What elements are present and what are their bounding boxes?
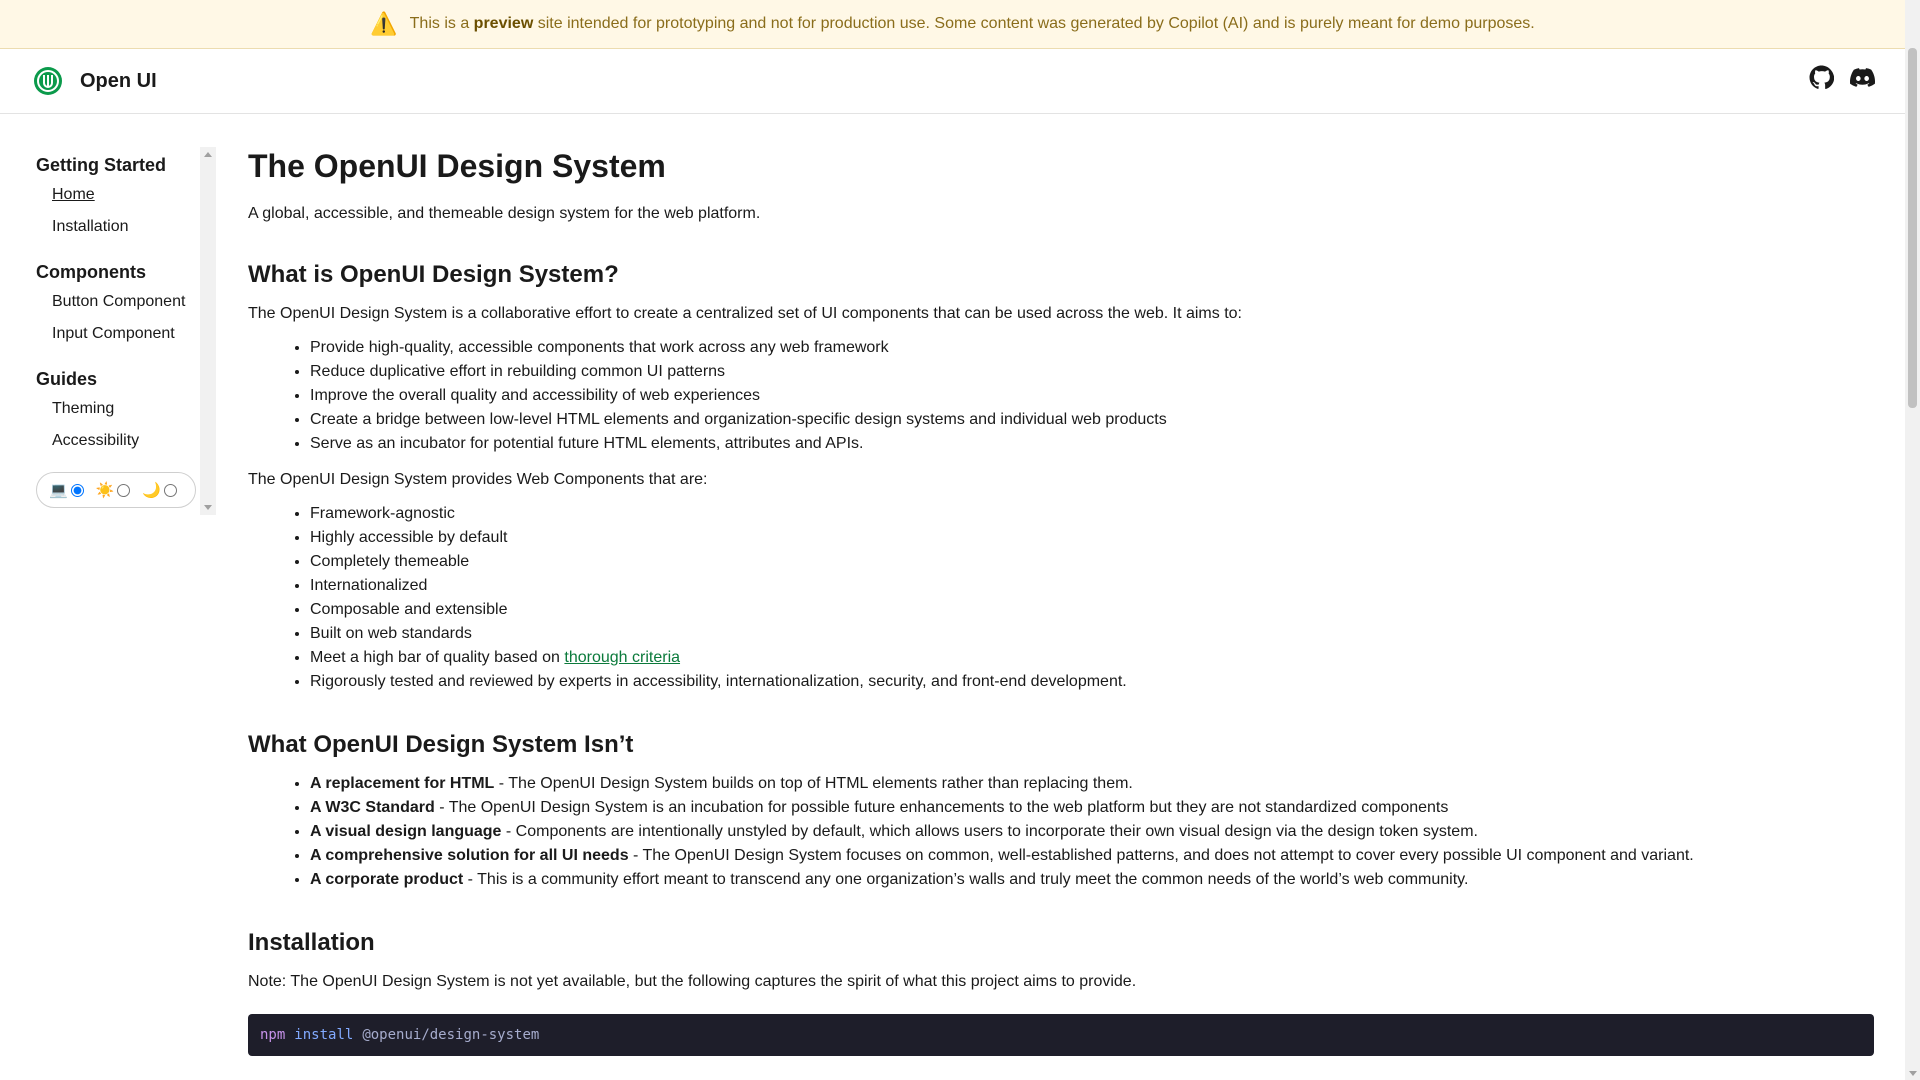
section-heading-isnt: What OpenUI Design System Isn’t xyxy=(248,731,634,758)
list-item: • Built on web standards xyxy=(310,622,1874,646)
code-subcommand: install xyxy=(294,1027,354,1043)
term-description: - The OpenUI Design System builds on top of HTML elements rather than replacing them. xyxy=(498,775,1133,792)
sun-icon: ☀️ xyxy=(95,482,115,499)
nav-group-guides xyxy=(24,365,200,457)
moon-icon: 🌙 xyxy=(142,482,162,499)
quality-prefix: Meet a high bar of quality based on xyxy=(310,649,560,666)
theme-option-light[interactable] xyxy=(96,481,131,499)
code-package: @openui/design-system xyxy=(362,1027,540,1043)
page-scrollbar[interactable] xyxy=(1905,0,1920,1080)
warning-icon: ⚠️ xyxy=(370,11,398,36)
nav-heading: Components xyxy=(36,262,146,282)
list-item: • Create a bridge between low-level HTML elements and organization-specific design systems and individual web products xyxy=(310,408,1874,432)
site-header xyxy=(0,49,1905,114)
isnt-list xyxy=(248,772,1874,892)
term: A W3C Standard xyxy=(310,799,435,816)
theme-system-radio[interactable] xyxy=(71,484,84,497)
list-item: • Serve as an incubator for potential future HTML elements, attributes and APIs. xyxy=(310,432,1874,456)
sidebar-item-accessibility[interactable]: Accessibility xyxy=(52,432,140,449)
provides-intro: The OpenUI Design System provides Web Components that are: xyxy=(248,471,708,488)
list-item: • Completely themeable xyxy=(310,550,1874,574)
laptop-icon: 💻 xyxy=(49,482,68,499)
list-item: • Reduce duplicative effort in rebuilding common UI patterns xyxy=(310,360,1874,384)
sidebar-item-button-component[interactable]: Button Component xyxy=(52,293,186,310)
sidebar-scrollbar[interactable] xyxy=(200,147,216,515)
term: A comprehensive solution for all UI needs xyxy=(310,847,629,864)
what-is-intro: The OpenUI Design System is a collaborative effort to create a centralized set of UI components that can be used across the web. It aims to: xyxy=(248,305,1242,322)
scroll-down-arrow-icon[interactable] xyxy=(204,505,212,510)
term-description: - The OpenUI Design System focuses on common, well-established patterns, and does not attempt to cover every possible UI component and variant. xyxy=(633,847,1694,864)
theme-switcher xyxy=(36,472,196,508)
list-item: • Highly accessible by default xyxy=(310,526,1874,550)
scroll-down-arrow-icon[interactable] xyxy=(1909,1071,1917,1076)
list-item: • Framework-agnostic xyxy=(310,502,1874,526)
scrollbar-thumb[interactable] xyxy=(1908,48,1917,408)
list-item: • Rigorously tested and reviewed by experts in accessibility, internationalization, security, and front-end development. xyxy=(310,670,1874,694)
term: A replacement for HTML xyxy=(310,775,495,792)
discord-icon[interactable] xyxy=(1850,65,1875,90)
banner-text: This is a preview site intended for prototyping and not for production use. Some content was generated by Copilot (AI) and is purely meant for demo purposes. xyxy=(409,15,1535,32)
nav-group-components xyxy=(24,258,200,350)
openui-logo-icon[interactable] xyxy=(33,66,63,96)
install-code-block[interactable] xyxy=(248,1014,1874,1056)
main-content xyxy=(248,147,1874,1056)
list-item xyxy=(310,868,1874,892)
nav-heading: Guides xyxy=(36,369,98,389)
term: A visual design language xyxy=(310,823,502,840)
preview-banner xyxy=(0,0,1905,49)
theme-light-radio[interactable] xyxy=(117,484,130,497)
list-item xyxy=(310,820,1874,844)
sidebar-nav xyxy=(24,147,200,515)
nav-heading: Getting Started xyxy=(36,155,167,175)
installation-note: Note: The OpenUI Design System is not yet available, but the following captures the spirit of what this project aims to provide. xyxy=(248,973,1137,990)
term: A corporate product xyxy=(310,871,464,888)
sidebar-item-installation[interactable]: Installation xyxy=(52,218,129,235)
aims-list xyxy=(248,336,1874,456)
theme-dark-radio[interactable] xyxy=(164,484,177,497)
list-item: • Internationalized xyxy=(310,574,1874,598)
page-lead: A global, accessible, and themeable design system for the web platform. xyxy=(248,205,761,222)
page-title: The OpenUI Design System xyxy=(248,148,666,184)
header-links xyxy=(1809,65,1875,90)
list-item xyxy=(310,772,1874,796)
term-description: - This is a community effort meant to transcend any one organization’s walls and truly meet the common needs of the world’s web community. xyxy=(467,871,1469,888)
sidebar-item-theming[interactable]: Theming xyxy=(52,400,115,417)
list-item xyxy=(310,646,1874,670)
list-item: • Composable and extensible xyxy=(310,598,1874,622)
theme-option-dark[interactable] xyxy=(142,481,177,499)
list-item: • Provide high-quality, accessible components that work across any web framework xyxy=(310,336,1874,360)
sidebar-item-input-component[interactable]: Input Component xyxy=(52,325,175,342)
thorough-criteria-link[interactable]: thorough criteria xyxy=(564,649,681,666)
term-description: - The OpenUI Design System is an incubation for possible future enhancements to the web platform but they are not standardized components xyxy=(439,799,1449,816)
section-heading-what-is: What is OpenUI Design System? xyxy=(248,261,619,288)
section-heading-installation: Installation xyxy=(248,929,375,956)
nav-group-getting-started xyxy=(24,151,200,243)
brand-name[interactable]: Open UI xyxy=(80,69,157,92)
provides-list xyxy=(248,502,1874,694)
list-item xyxy=(310,796,1874,820)
list-item xyxy=(310,844,1874,868)
theme-option-system[interactable] xyxy=(49,481,84,499)
github-icon[interactable] xyxy=(1809,65,1834,90)
list-item: • Improve the overall quality and accessibility of web experiences xyxy=(310,384,1874,408)
code-command: npm xyxy=(260,1027,286,1043)
sidebar-item-home[interactable]: Home xyxy=(52,186,95,203)
term-description: - Components are intentionally unstyled by default, which allows users to incorporate their own visual design via the design token system. xyxy=(505,823,1478,840)
scroll-up-arrow-icon[interactable] xyxy=(204,152,212,157)
